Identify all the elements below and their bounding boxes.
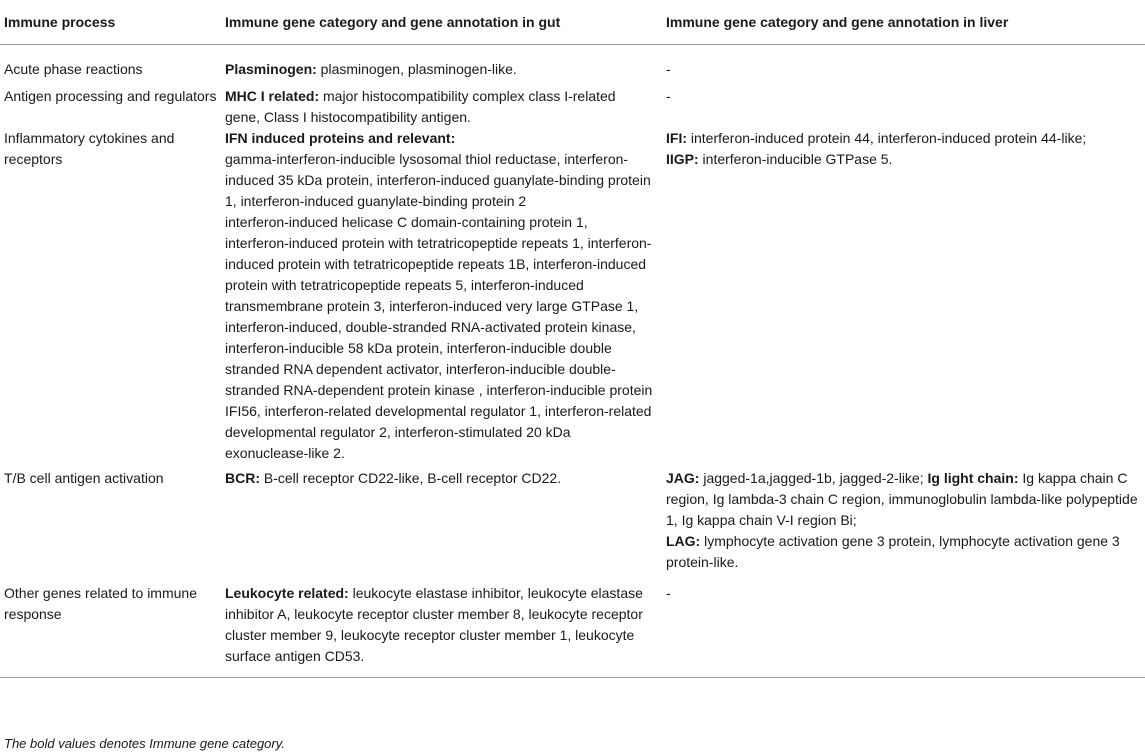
category-label: JAG: bbox=[666, 469, 700, 486]
annotation-text: plasminogen, plasminogen-like. bbox=[316, 60, 517, 77]
table-row bbox=[0, 44, 1145, 86]
annotation-line bbox=[666, 59, 1141, 80]
gut-cell bbox=[221, 44, 662, 86]
annotation-text: - bbox=[666, 60, 671, 77]
annotation-text: lymphocyte activation gene 3 protein, lymphocyte activation gene 3 protein-like. bbox=[666, 532, 1120, 570]
annotation-text: - bbox=[666, 584, 671, 601]
process-cell: T/B cell antigen activation bbox=[4, 469, 164, 486]
annotation-line bbox=[225, 583, 654, 667]
annotation-line bbox=[225, 212, 654, 464]
process-cell: Acute phase reactions bbox=[4, 60, 143, 77]
annotation-line bbox=[225, 149, 654, 212]
category-label: Leukocyte related: bbox=[225, 584, 349, 601]
table-row bbox=[0, 573, 1145, 678]
header-gut-annotation: Immune gene category and gene annotation in gut bbox=[221, 0, 662, 44]
category-label: Ig light chain: bbox=[927, 469, 1019, 486]
liver-cell bbox=[662, 44, 1145, 86]
category-label: Plasminogen: bbox=[225, 60, 317, 77]
annotation-text: - bbox=[666, 87, 671, 104]
liver-cell bbox=[662, 573, 1145, 678]
annotation-text: major histocompatibility complex class I-related gene, Class I histocompatibility antigen. bbox=[225, 87, 616, 125]
gut-cell bbox=[221, 464, 662, 573]
table-row bbox=[0, 464, 1145, 573]
gut-cell bbox=[221, 573, 662, 678]
process-cell: Antigen processing and regulators bbox=[4, 87, 217, 104]
category-label: IIGP: bbox=[666, 150, 699, 167]
annotation-line bbox=[225, 59, 654, 80]
liver-cell bbox=[662, 464, 1145, 573]
process-cell: Inflammatory cytokines and receptors bbox=[4, 129, 175, 167]
category-label: LAG: bbox=[666, 532, 701, 549]
annotation-line bbox=[666, 583, 1141, 604]
header-row bbox=[0, 0, 1145, 44]
annotation-line bbox=[666, 128, 1141, 149]
annotation-text: leukocyte elastase inhibitor, leukocyte elastase inhibitor A, leukocyte receptor cluster member 8, leukocyte receptor cluster member 9, leukocyte receptor cluster member 1, leukocyte surface antigen CD53. bbox=[225, 584, 643, 664]
gut-cell bbox=[221, 128, 662, 464]
header-liver-annotation: Immune gene category and gene annotation in liver bbox=[662, 0, 1145, 44]
annotation-line bbox=[666, 149, 1141, 170]
annotation-text: jagged-1a,jagged-1b, jagged-2-like; bbox=[699, 469, 928, 486]
annotation-text: B-cell receptor CD22-like, B-cell receptor CD22. bbox=[260, 469, 562, 486]
gut-cell bbox=[221, 86, 662, 128]
annotation-line bbox=[666, 468, 1141, 531]
annotation-text: gamma-interferon-inducible lysosomal thiol reductase, interferon-induced 35 kDa protein, interferon-induced guanylate-binding protein 1, interferon-induced guanylate-binding protein 2 bbox=[225, 150, 651, 209]
table-row bbox=[0, 86, 1145, 128]
process-cell: Other genes related to immune response bbox=[4, 584, 197, 622]
annotation-text: interferon-inducible GTPase 5. bbox=[698, 150, 893, 167]
annotation-line bbox=[225, 468, 654, 489]
annotation-text: Ig kappa chain C region, Ig lambda-3 chain C region, immunoglobulin lambda-like polypeptide 1, Ig kappa chain V-I region Bi; bbox=[666, 469, 1138, 528]
header-immune-process: Immune process bbox=[0, 0, 221, 44]
table-row bbox=[0, 128, 1145, 464]
annotation-line bbox=[666, 86, 1141, 107]
annotation-text: interferon-induced protein 44, interferon-induced protein 44-like; bbox=[687, 129, 1087, 146]
liver-cell bbox=[662, 128, 1145, 464]
table-footnote: The bold values denotes Immune gene category. bbox=[4, 736, 285, 751]
annotation-line bbox=[225, 128, 654, 149]
category-label: MHC I related: bbox=[225, 87, 320, 104]
liver-cell bbox=[662, 86, 1145, 128]
category-label: IFI: bbox=[666, 129, 687, 146]
category-label: IFN induced proteins and relevant: bbox=[225, 129, 456, 146]
category-label: BCR: bbox=[225, 469, 260, 486]
annotation-line bbox=[666, 531, 1141, 573]
annotation-text: interferon-induced helicase C domain-containing protein 1, interferon-induced protein with tetratricopeptide repeats 1, interferon-induced protein with tetratricopeptide repeats 1B, interferon-induced protein with tetratricopeptide repeats 5, interferon-induced transmembrane protein 3, interferon-induced very large GTPase 1, interferon-induced, double-stranded RNA-activated protein kinase, interferon-inducible 58 kDa protein, interferon-inducible double stranded RNA dependent activator, interferon-inducible double-stranded RNA-dependent protein kinase , interferon-inducible protein IFI56, interferon-related developmental regulator 1, interferon-related developmental regulator 2, interferon-stimulated 20 kDa exonuclease-like 2. bbox=[225, 213, 653, 461]
annotation-line bbox=[225, 86, 654, 128]
